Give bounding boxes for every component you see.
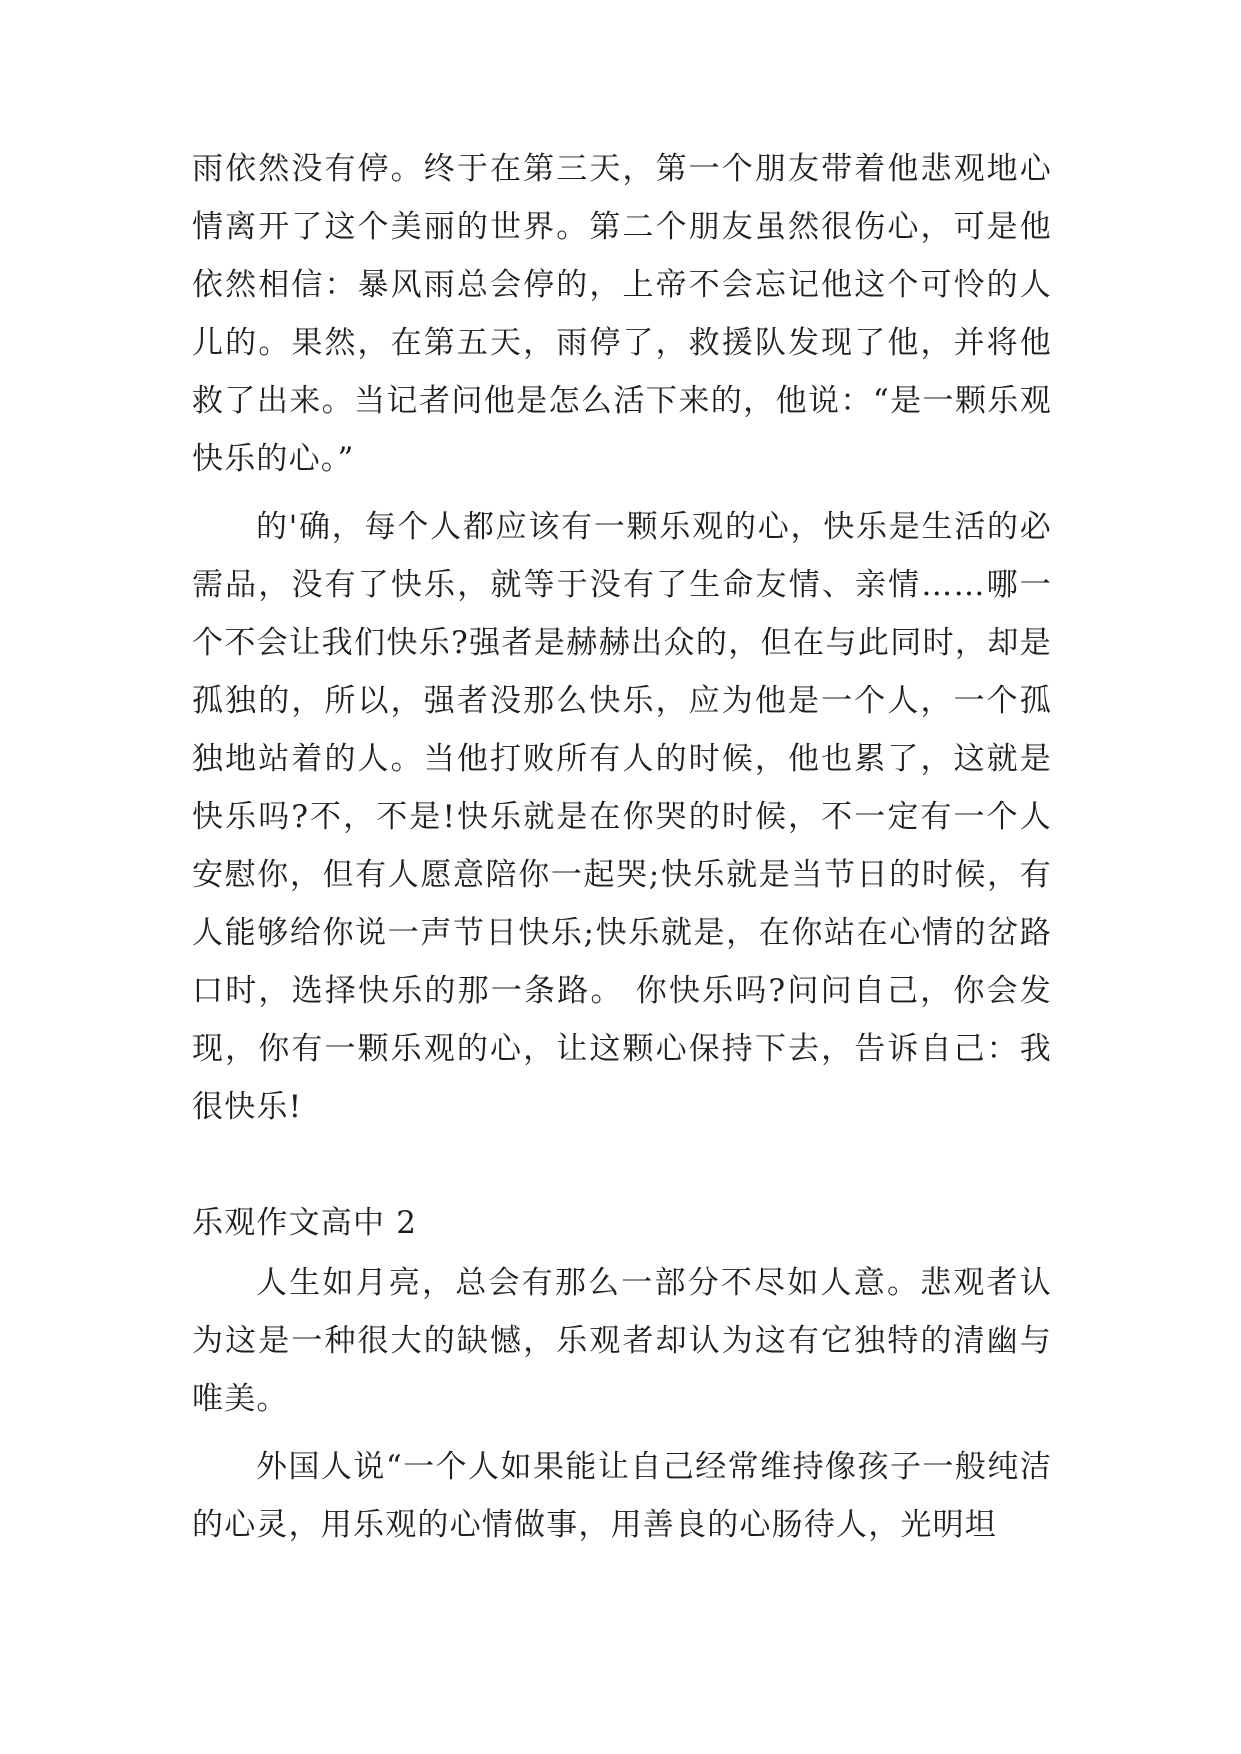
section-title: 乐观作文高中 2 [192,1205,418,1241]
paragraph-foreigner-quote: 外国人说“一个人如果能让自己经常维持像孩子一般纯洁的心灵，用乐观的心情做事，用善良的心肠待人，光明坦 [192,1449,1052,1543]
paragraph-moon: 人生如月亮，总会有那么一部分不尽如人意。悲观者认为这是一种很大的缺憾，乐观者却认为这有它独特的清幽与唯美。 [192,1265,1052,1417]
paragraph-rain-story: 雨依然没有停。终于在第三天，第一个朋友带着他悲观地心情离开了这个美丽的世界。第二个朋友虽然很伤心，可是他依然相信：暴风雨总会停的，上帝不会忘记他这个可怜的人儿的。果然，在第五天，雨停了，救援队发现了他，并将他救了出来。当记者问他是怎么活下来的，他说：“是一颗乐观快乐的心。” [192,151,1052,477]
paragraph-happiness: 的'确，每个人都应该有一颗乐观的心，快乐是生活的必需品，没有了快乐，就等于没有了生命友情、亲情……哪一个不会让我们快乐?强者是赫赫出众的，但在与此同时，却是孤独的，所以，强者没那么快乐，应为他是一个人，一个孤独地站着的人。当他打败所有人的时候，他也累了，这就是快乐吗?不，不是!快乐就是在你哭的时候，不一定有一个人安慰你，但有人愿意陪你一起哭;快乐就是当节日的时候，有人能够给你说一声节日快乐;快乐就是，在你站在心情的岔路口时，选择快乐的那一条路。 你快乐吗?问问自己，你会发现，你有一颗乐观的心，让这颗心保持下去，告诉自己：我很快乐! [192,509,1052,1125]
document-page [192,140,1052,1564]
